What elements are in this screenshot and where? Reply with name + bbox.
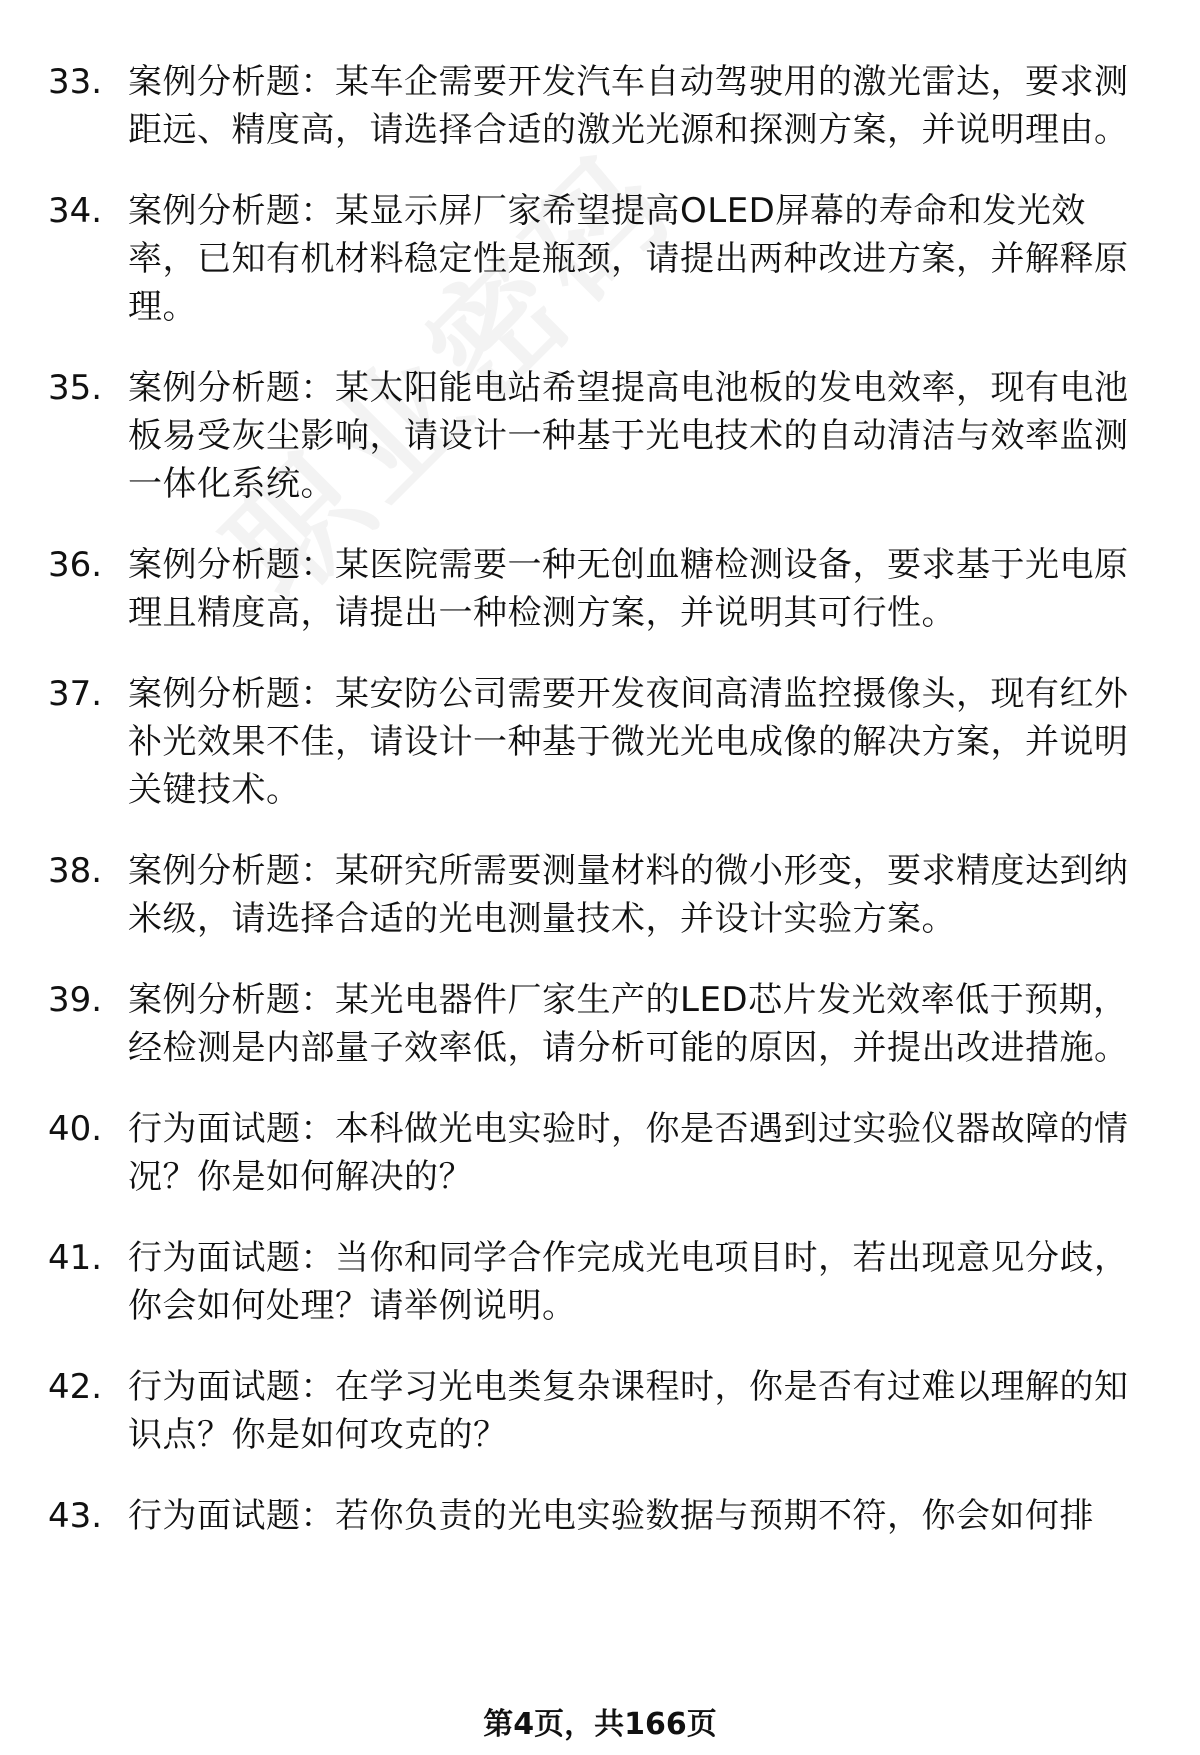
question-text: 案例分析题：某安防公司需要开发夜间高清监控摄像头，现有红外补光效果不佳，请设计一种基于微光光电成像的解决方案，并说明关键技术。 bbox=[128, 674, 1129, 810]
list-item bbox=[48, 541, 1148, 637]
list-item bbox=[48, 670, 1148, 814]
question-number: 39. bbox=[48, 980, 103, 1020]
question-number: 37. bbox=[48, 674, 103, 714]
list-item bbox=[48, 1234, 1148, 1330]
question-text: 案例分析题：某车企需要开发汽车自动驾驶用的激光雷达，要求测距远、精度高，请选择合适的激光光源和探测方案，并说明理由。 bbox=[128, 62, 1129, 150]
list-item bbox=[48, 187, 1148, 331]
question-text: 行为面试题：本科做光电实验时，你是否遇到过实验仪器故障的情况？你是如何解决的？ bbox=[128, 1109, 1129, 1197]
list-item bbox=[48, 364, 1148, 508]
question-number: 36. bbox=[48, 545, 103, 585]
question-number: 43. bbox=[48, 1496, 103, 1536]
question-list bbox=[48, 58, 1148, 1573]
question-number: 41. bbox=[48, 1238, 103, 1278]
list-item bbox=[48, 1492, 1148, 1540]
page-footer: 第4页，共166页 bbox=[483, 1707, 717, 1742]
question-number: 35. bbox=[48, 368, 103, 408]
list-item bbox=[48, 1105, 1148, 1201]
question-text: 行为面试题：在学习光电类复杂课程时，你是否有过难以理解的知识点？你是如何攻克的？ bbox=[128, 1367, 1129, 1455]
question-number: 40. bbox=[48, 1109, 103, 1149]
list-item bbox=[48, 976, 1148, 1072]
question-text: 行为面试题：若你负责的光电实验数据与预期不符，你会如何排 bbox=[128, 1496, 1094, 1536]
question-text: 案例分析题：某光电器件厂家生产的LED芯片发光效率低于预期，经检测是内部量子效率低，请分析可能的原因，并提出改进措施。 bbox=[128, 980, 1129, 1068]
question-text: 行为面试题：当你和同学合作完成光电项目时，若出现意见分歧，你会如何处理？请举例说明。 bbox=[128, 1238, 1129, 1326]
question-number: 42. bbox=[48, 1367, 103, 1407]
question-number: 33. bbox=[48, 62, 103, 102]
question-text: 案例分析题：某医院需要一种无创血糖检测设备，要求基于光电原理且精度高，请提出一种检测方案，并说明其可行性。 bbox=[128, 545, 1129, 633]
list-item bbox=[48, 847, 1148, 943]
question-text: 案例分析题：某研究所需要测量材料的微小形变，要求精度达到纳米级，请选择合适的光电测量技术，并设计实验方案。 bbox=[128, 851, 1129, 939]
question-text: 案例分析题：某太阳能电站希望提高电池板的发电效率，现有电池板易受灰尘影响，请设计一种基于光电技术的自动清洁与效率监测一体化系统。 bbox=[128, 368, 1129, 504]
question-number: 34. bbox=[48, 191, 103, 231]
question-number: 38. bbox=[48, 851, 103, 891]
list-item bbox=[48, 1363, 1148, 1459]
list-item bbox=[48, 58, 1148, 154]
question-text: 案例分析题：某显示屏厂家希望提高OLED屏幕的寿命和发光效率，已知有机材料稳定性是瓶颈，请提出两种改进方案，并解释原理。 bbox=[128, 191, 1129, 327]
